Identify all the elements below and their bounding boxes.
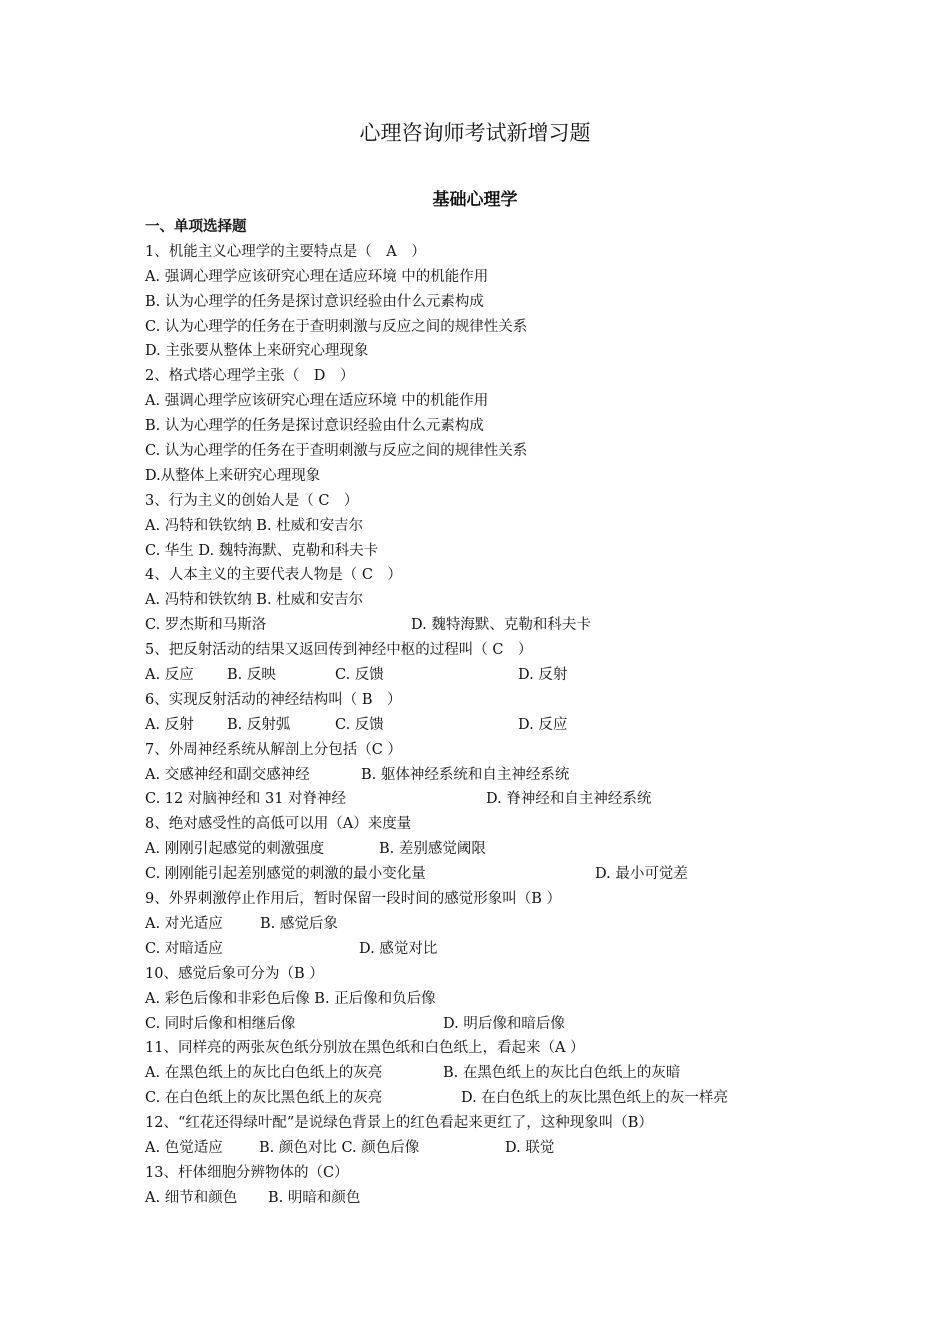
line-text: A. 冯特和铁钦纳 B. 杜威和安吉尔: [145, 592, 364, 609]
option-text: D. 反应: [518, 716, 568, 733]
option-text: B. 颜色对比 C. 颜色后像: [259, 1139, 420, 1156]
question-line: [145, 1161, 935, 1186]
document-title: 心理咨询师考试新增习题: [359, 121, 591, 145]
option-text: C. 罗杰斯和马斯洛: [145, 617, 267, 634]
line-text: D. 主张要从整体上来研究心理现象: [145, 343, 369, 360]
option-text: A. 刚刚引起感觉的刺激强度: [145, 841, 325, 858]
part-heading: 一、单项选择题: [145, 219, 247, 235]
option-text: A. 在黑色纸上的灰比白色纸上的灰亮: [145, 1065, 383, 1082]
question-line: [145, 987, 935, 1012]
option-text: C. 在白色纸上的灰比黑色纸上的灰亮: [145, 1090, 383, 1107]
question-line: [145, 414, 935, 439]
option-text: A. 细节和颜色: [145, 1189, 238, 1206]
question-line: [145, 613, 935, 638]
question-line: [145, 787, 935, 812]
option-text: B. 明暗和颜色: [268, 1189, 361, 1206]
line-text: B. 认为心理学的任务是探讨意识经验由什么元素构成: [145, 293, 484, 310]
line-text: 8、绝对感受性的高低可以用（A）来度量: [145, 816, 412, 833]
option-text: D. 联觉: [505, 1139, 555, 1156]
line-text: D.从整体上来研究心理现象: [145, 467, 321, 484]
option-text: B. 在黑色纸上的灰比白色纸上的灰暗: [443, 1065, 681, 1082]
option-text: C. 同时后像和相继后像: [145, 1015, 296, 1032]
question-line: [145, 1136, 935, 1161]
question-line: [145, 588, 935, 613]
option-text: A. 反射: [145, 716, 194, 733]
question-line: [145, 514, 935, 539]
line-text: 1、机能主义心理学的主要特点是（ A ）: [145, 243, 426, 260]
line-text: 3、行为主义的创始人是（ C ）: [145, 492, 359, 509]
option-text: B. 反射弧: [227, 716, 291, 733]
line-text: 11、同样亮的两张灰色纸分别放在黑色纸和白色纸上，看起来（A ）: [145, 1040, 585, 1057]
line-text: A. 强调心理学应该研究心理在适应环境 中的机能作用: [145, 393, 489, 410]
question-line: [145, 1086, 935, 1111]
option-text: C. 对暗适应: [145, 940, 223, 957]
question-line: [145, 315, 935, 340]
question-line: [145, 738, 935, 763]
option-text: D. 最小可觉差: [595, 866, 688, 883]
option-text: D. 反射: [518, 667, 568, 684]
question-line: [145, 937, 935, 962]
line-text: C. 认为心理学的任务在于查明刺激与反应之间的规律性关系: [145, 318, 528, 335]
option-text: C. 刚刚能引起差别感觉的刺激的最小变化量: [145, 866, 426, 883]
question-line: [145, 663, 935, 688]
option-text: B. 感觉后象: [260, 915, 338, 932]
line-text: 12、“红花还得绿叶配”是说绿色背景上的红色看起来更红了，这种现象叫（B）: [145, 1115, 653, 1132]
line-text: 5、把反射活动的结果又返回传到神经中枢的过程叫（ C ）: [145, 642, 533, 659]
question-line: [145, 489, 935, 514]
option-text: C. 12 对脑神经和 31 对脊神经: [145, 791, 347, 808]
question-line: [145, 265, 935, 290]
question-line: [145, 887, 935, 912]
option-text: B. 躯体神经系统和自主神经系统: [361, 766, 570, 783]
question-line: [145, 339, 935, 364]
line-text: C. 华生 D. 魏特海默、克勒和科夫卡: [145, 542, 379, 559]
question-line: [145, 713, 935, 738]
line-text: 9、外界刺激停止作用后，暂时保留一段时间的感觉形象叫（B ）: [145, 891, 561, 908]
line-text: A. 冯特和铁钦纳 B. 杜威和安吉尔: [145, 517, 364, 534]
question-line: [145, 837, 935, 862]
question-line: [145, 812, 935, 837]
line-text: C. 认为心理学的任务在于查明刺激与反应之间的规律性关系: [145, 443, 528, 460]
option-text: A. 对光适应: [145, 915, 223, 932]
question-line: [145, 862, 935, 887]
option-text: A. 反应: [145, 667, 194, 684]
question-line: [145, 1186, 935, 1211]
section-title: 基础心理学: [432, 190, 518, 210]
question-line: [145, 638, 935, 663]
option-text: D. 感觉对比: [359, 940, 438, 957]
line-text: A. 彩色后像和非彩色后像 B. 正后像和负后像: [145, 990, 436, 1007]
line-text: A. 强调心理学应该研究心理在适应环境 中的机能作用: [145, 268, 489, 285]
question-line: [145, 364, 935, 389]
question-line: [145, 240, 935, 265]
option-text: A. 交感神经和副交感神经: [145, 766, 310, 783]
option-text: A. 色觉适应: [145, 1139, 223, 1156]
option-text: D. 在白色纸上的灰比黑色纸上的灰一样亮: [461, 1090, 728, 1107]
question-line: [145, 1012, 935, 1037]
option-text: D. 魏特海默、克勒和科夫卡: [411, 617, 591, 634]
line-text: 7、外周神经系统从解剖上分包括（C ）: [145, 741, 402, 758]
option-text: D. 明后像和暗后像: [443, 1015, 565, 1032]
question-line: [145, 439, 935, 464]
question-line: [145, 389, 935, 414]
question-line: [145, 1111, 935, 1136]
question-line: [145, 290, 935, 315]
line-text: B. 认为心理学的任务是探讨意识经验由什么元素构成: [145, 418, 484, 435]
question-line: [145, 763, 935, 788]
question-line: [145, 563, 935, 588]
question-line: [145, 464, 935, 489]
option-text: B. 反映: [227, 667, 276, 684]
line-text: 2、格式塔心理学主张（ D ）: [145, 368, 355, 385]
line-text: 6、实现反射活动的神经结构叫（ B ）: [145, 691, 402, 708]
option-text: B. 差别感觉阈限: [379, 841, 486, 858]
option-text: D. 脊神经和自主神经系统: [486, 791, 652, 808]
line-text: 13、杆体细胞分辨物体的（C）: [145, 1164, 349, 1181]
line-text: 4、人本主义的主要代表人物是（ C ）: [145, 567, 402, 584]
question-line: [145, 1036, 935, 1061]
question-line: [145, 688, 935, 713]
option-text: C. 反馈: [335, 716, 384, 733]
question-line: [145, 1061, 935, 1086]
option-text: C. 反馈: [335, 667, 384, 684]
question-line: [145, 539, 935, 564]
question-line: [145, 962, 935, 987]
question-list: [145, 215, 935, 1211]
line-text: 10、感觉后象可分为（B ）: [145, 965, 324, 982]
question-line: [145, 912, 935, 937]
